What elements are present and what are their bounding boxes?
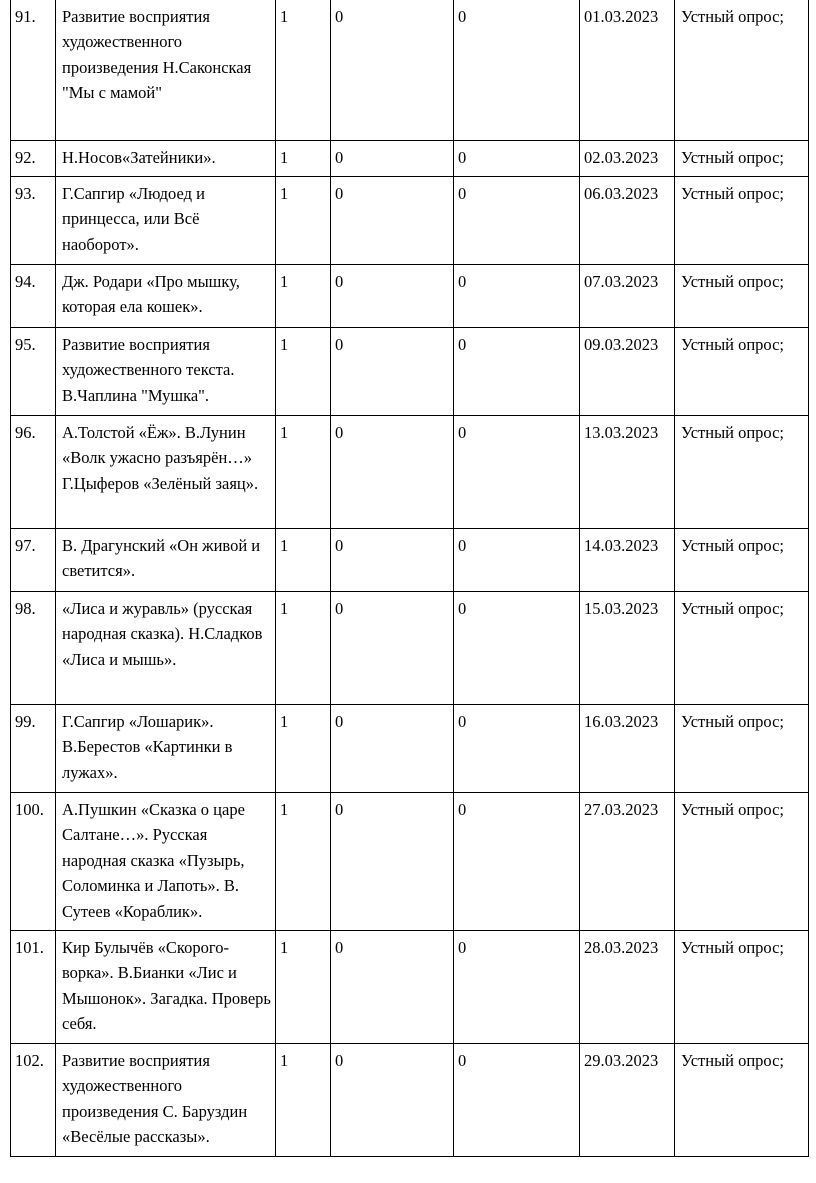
lesson-number: 99. <box>11 704 56 792</box>
lesson-topic: Развитие восприятия художественного произведения Н.Саконская "Мы с мамой" <box>56 0 276 140</box>
hours-total: 1 <box>276 930 331 1043</box>
hours-control: 0 <box>331 264 454 327</box>
lesson-date: 13.03.2023 <box>580 415 675 528</box>
hours-total: 1 <box>276 792 331 930</box>
hours-control: 0 <box>331 792 454 930</box>
lesson-date: 02.03.2023 <box>580 140 675 176</box>
assessment-form: Устный опрос; <box>675 415 809 528</box>
hours-control: 0 <box>331 176 454 264</box>
lesson-topic: Г.Сапгир «Лошарик». В.Берестов «Картинки в лужах». <box>56 704 276 792</box>
hours-total: 1 <box>276 0 331 140</box>
lesson-date: 01.03.2023 <box>580 0 675 140</box>
lesson-date: 15.03.2023 <box>580 591 675 704</box>
lesson-topic: Развитие восприятия художественного произведения С. Баруздин «Весёлые рассказы». <box>56 1043 276 1156</box>
lesson-number: 102. <box>11 1043 56 1156</box>
lesson-number: 95. <box>11 327 56 415</box>
assessment-form: Устный опрос; <box>675 792 809 930</box>
assessment-form: Устный опрос; <box>675 0 809 140</box>
hours-total: 1 <box>276 176 331 264</box>
table-body <box>11 0 809 1156</box>
hours-practical: 0 <box>454 591 580 704</box>
table-row <box>11 1043 809 1156</box>
lesson-number: 96. <box>11 415 56 528</box>
hours-total: 1 <box>276 591 331 704</box>
hours-total: 1 <box>276 264 331 327</box>
lesson-topic: «Лиса и журавль» (русская народная сказка). Н.Сладков «Лиса и мышь». <box>56 591 276 704</box>
assessment-form: Устный опрос; <box>675 528 809 591</box>
hours-control: 0 <box>331 0 454 140</box>
lesson-date: 09.03.2023 <box>580 327 675 415</box>
lesson-topic: А.Пушкин «Сказка о царе Салтане…». Русская народная сказка «Пузырь, Соломинка и Лапоть». В. Сутеев «Кораблик». <box>56 792 276 930</box>
assessment-form: Устный опрос; <box>675 704 809 792</box>
lesson-date: 29.03.2023 <box>580 1043 675 1156</box>
hours-total: 1 <box>276 327 331 415</box>
lesson-number: 100. <box>11 792 56 930</box>
lesson-number: 101. <box>11 930 56 1043</box>
lesson-number: 94. <box>11 264 56 327</box>
hours-practical: 0 <box>454 140 580 176</box>
table-row <box>11 176 809 264</box>
assessment-form: Устный опрос; <box>675 140 809 176</box>
lesson-topic: Кир Булычёв «Скорого-ворка». В.Бианки «Лис и Мышонок». Загадка. Проверь себя. <box>56 930 276 1043</box>
lesson-date: 14.03.2023 <box>580 528 675 591</box>
lesson-topic: В. Драгунский «Он живой и светится». <box>56 528 276 591</box>
lesson-date: 27.03.2023 <box>580 792 675 930</box>
hours-control: 0 <box>331 528 454 591</box>
assessment-form: Устный опрос; <box>675 176 809 264</box>
assessment-form: Устный опрос; <box>675 591 809 704</box>
table-row <box>11 792 809 930</box>
lesson-number: 97. <box>11 528 56 591</box>
hours-control: 0 <box>331 704 454 792</box>
hours-practical: 0 <box>454 930 580 1043</box>
hours-control: 0 <box>331 591 454 704</box>
lesson-number: 92. <box>11 140 56 176</box>
hours-practical: 0 <box>454 415 580 528</box>
lesson-date: 28.03.2023 <box>580 930 675 1043</box>
hours-total: 1 <box>276 415 331 528</box>
lesson-date: 16.03.2023 <box>580 704 675 792</box>
hours-practical: 0 <box>454 1043 580 1156</box>
assessment-form: Устный опрос; <box>675 264 809 327</box>
table-row <box>11 930 809 1043</box>
hours-control: 0 <box>331 1043 454 1156</box>
table-row <box>11 415 809 528</box>
lesson-topic: Развитие восприятия художественного текста. В.Чаплина "Мушка". <box>56 327 276 415</box>
assessment-form: Устный опрос; <box>675 1043 809 1156</box>
hours-control: 0 <box>331 930 454 1043</box>
hours-total: 1 <box>276 140 331 176</box>
hours-control: 0 <box>331 415 454 528</box>
hours-practical: 0 <box>454 327 580 415</box>
hours-practical: 0 <box>454 704 580 792</box>
assessment-form: Устный опрос; <box>675 930 809 1043</box>
hours-total: 1 <box>276 704 331 792</box>
hours-practical: 0 <box>454 176 580 264</box>
hours-practical: 0 <box>454 528 580 591</box>
hours-control: 0 <box>331 140 454 176</box>
lesson-topic: Дж. Родари «Про мышку, которая ела кошек». <box>56 264 276 327</box>
lesson-number: 98. <box>11 591 56 704</box>
assessment-form: Устный опрос; <box>675 327 809 415</box>
lesson-plan-table <box>10 0 809 1157</box>
table-row <box>11 140 809 176</box>
hours-practical: 0 <box>454 0 580 140</box>
lesson-number: 91. <box>11 0 56 140</box>
hours-practical: 0 <box>454 792 580 930</box>
lesson-topic: Н.Носов«Затейники». <box>56 140 276 176</box>
lesson-date: 06.03.2023 <box>580 176 675 264</box>
hours-total: 1 <box>276 528 331 591</box>
table-row <box>11 528 809 591</box>
lesson-topic: Г.Сапгир «Людоед и принцесса, или Всё наоборот». <box>56 176 276 264</box>
table-row <box>11 327 809 415</box>
hours-control: 0 <box>331 327 454 415</box>
lesson-date: 07.03.2023 <box>580 264 675 327</box>
hours-practical: 0 <box>454 264 580 327</box>
lesson-topic: А.Толстой «Ёж». В.Лунин «Волк ужасно разъярён…» Г.Цыферов «Зелёный заяц». <box>56 415 276 528</box>
lesson-number: 93. <box>11 176 56 264</box>
hours-total: 1 <box>276 1043 331 1156</box>
table-row <box>11 704 809 792</box>
table-row <box>11 0 809 140</box>
table-row <box>11 591 809 704</box>
table-row <box>11 264 809 327</box>
